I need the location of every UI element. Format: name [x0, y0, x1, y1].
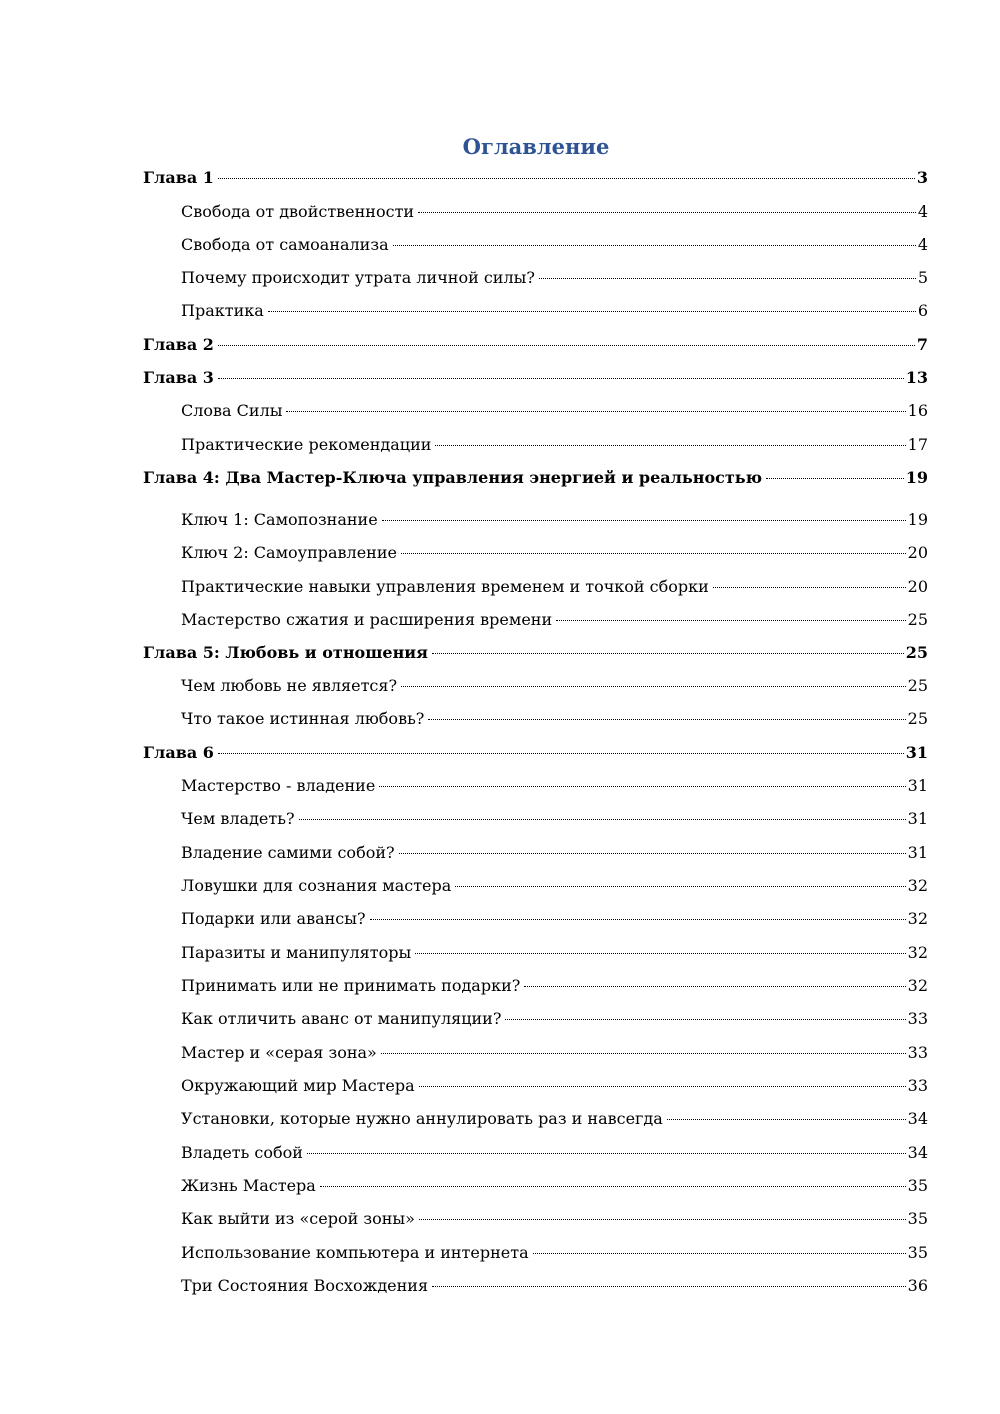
- toc-page-number: 36: [907, 1276, 928, 1295]
- toc-page-number: 34: [907, 1109, 928, 1128]
- toc-dot-leader: [381, 1053, 906, 1054]
- toc-page-number: 31: [907, 809, 928, 828]
- toc-entry-label: Глава 1: [143, 168, 214, 187]
- toc-entry-label: Окружающий мир Мастера: [181, 1076, 415, 1095]
- toc-dot-leader: [299, 819, 906, 820]
- toc-entry-label: Глава 3: [143, 368, 214, 387]
- toc-section-entry[interactable]: [181, 299, 928, 323]
- toc-dot-leader: [766, 478, 904, 479]
- toc-entry-label: Практические навыки управления временем и точкой сборки: [181, 577, 709, 596]
- toc-dot-leader: [401, 553, 906, 554]
- toc-section-entry[interactable]: [181, 707, 928, 731]
- toc-page-number: 25: [907, 709, 928, 728]
- toc-page-number: 35: [907, 1176, 928, 1195]
- toc-chapter-entry[interactable]: [143, 466, 928, 490]
- toc-entry-label: Мастерство - владение: [181, 776, 376, 795]
- toc-section-entry[interactable]: [181, 200, 928, 224]
- toc-dot-leader: [419, 1219, 906, 1220]
- toc-dot-leader: [382, 520, 906, 521]
- toc-page-number: 31: [907, 776, 928, 795]
- toc-dot-leader: [556, 620, 906, 621]
- toc-dot-leader: [432, 653, 904, 654]
- toc-entry-label: Ловушки для сознания мастера: [181, 876, 452, 895]
- toc-dot-leader: [218, 753, 904, 754]
- toc-section-entry[interactable]: [181, 433, 928, 457]
- toc-entry-label: Ключ 1: Самопознание: [181, 510, 378, 529]
- toc-page-number: 4: [917, 202, 928, 221]
- toc-dot-leader: [505, 1019, 905, 1020]
- toc-section-entry[interactable]: [181, 1041, 928, 1065]
- toc-dot-leader: [419, 1086, 906, 1087]
- toc-page-number: 16: [907, 401, 928, 420]
- toc-dot-leader: [399, 853, 906, 854]
- toc-section-entry[interactable]: [181, 1207, 928, 1231]
- toc-section-entry[interactable]: [181, 774, 928, 798]
- toc-entry-label: Три Состояния Восхождения: [181, 1276, 429, 1295]
- toc-entry-label: Принимать или не принимать подарки?: [181, 976, 521, 995]
- toc-dot-leader: [401, 686, 906, 687]
- toc-section-entry[interactable]: [181, 575, 928, 599]
- toc-entry-label: Владение самими собой?: [181, 843, 395, 862]
- toc-entry-label: Практика: [181, 301, 264, 320]
- toc-entry-label: Ключ 2: Самоуправление: [181, 543, 397, 562]
- toc-chapter-entry[interactable]: [143, 641, 928, 665]
- toc-entry-label: Глава 6: [143, 743, 214, 762]
- toc-page-number: 31: [907, 843, 928, 862]
- toc-chapter-entry[interactable]: [143, 333, 928, 357]
- toc-page-number: 20: [907, 543, 928, 562]
- toc-page-number: 33: [907, 1009, 928, 1028]
- toc-section-entry[interactable]: [181, 907, 928, 931]
- toc-dot-leader: [320, 1186, 906, 1187]
- toc-section-entry[interactable]: [181, 233, 928, 257]
- toc-entry-label: Глава 2: [143, 335, 214, 354]
- toc-page-number: 25: [907, 676, 928, 695]
- toc-dot-leader: [218, 178, 915, 179]
- toc-entry-label: Мастер и «серая зона»: [181, 1043, 377, 1062]
- toc-entry-label: Жизнь Мастера: [181, 1176, 316, 1195]
- toc-dot-leader: [667, 1119, 906, 1120]
- toc-dot-leader: [418, 212, 916, 213]
- toc-section-entry[interactable]: [181, 674, 928, 698]
- toc-entry-label: Практические рекомендации: [181, 435, 432, 454]
- toc-page-number: 4: [917, 235, 928, 254]
- toc-section-entry[interactable]: [181, 841, 928, 865]
- toc-entry-label: Глава 5: Любовь и отношения: [143, 643, 428, 662]
- toc-page-number: 6: [917, 301, 928, 320]
- toc-section-entry[interactable]: [181, 1274, 928, 1298]
- toc-entry-label: Как отличить аванс от манипуляции?: [181, 1009, 502, 1028]
- toc-entry-label: Чем владеть?: [181, 809, 295, 828]
- toc-section-entry[interactable]: [181, 399, 928, 423]
- toc-page-number: 19: [905, 468, 928, 487]
- toc-section-entry[interactable]: [181, 807, 928, 831]
- toc-entry-label: Мастерство сжатия и расширения времени: [181, 610, 553, 629]
- toc-chapter-entry[interactable]: [143, 366, 928, 390]
- toc-section-entry[interactable]: [181, 874, 928, 898]
- toc-entry-label: Использование компьютера и интернета: [181, 1243, 529, 1262]
- toc-dot-leader: [218, 345, 915, 346]
- toc-page-number: 33: [907, 1043, 928, 1062]
- toc-page-number: 3: [916, 168, 928, 187]
- toc-entry-label: Паразиты и манипуляторы: [181, 943, 412, 962]
- toc-dot-leader: [539, 278, 916, 279]
- toc-dot-leader: [713, 587, 906, 588]
- toc-page-number: 34: [907, 1143, 928, 1162]
- toc-section-entry[interactable]: [181, 1141, 928, 1165]
- toc-page-number: 32: [907, 909, 928, 928]
- toc-dot-leader: [218, 378, 904, 379]
- toc-page-number: 32: [907, 976, 928, 995]
- toc-dot-leader: [370, 919, 906, 920]
- toc-section-entry[interactable]: [181, 1241, 928, 1265]
- toc-page-number: 32: [907, 876, 928, 895]
- toc-section-entry[interactable]: [181, 1174, 928, 1198]
- toc-entry-label: Свобода от двойственности: [181, 202, 415, 221]
- toc-section-entry[interactable]: [181, 608, 928, 632]
- toc-dot-leader: [268, 311, 916, 312]
- toc-dot-leader: [428, 719, 905, 720]
- toc-dot-leader: [415, 953, 905, 954]
- toc-section-entry[interactable]: [181, 541, 928, 565]
- toc-entry-label: Установки, которые нужно аннулировать раз и навсегда: [181, 1109, 663, 1128]
- toc-page-number: 32: [907, 943, 928, 962]
- toc-section-entry[interactable]: [181, 941, 928, 965]
- toc-page-number: 35: [907, 1209, 928, 1228]
- toc-entry-label: Глава 4: Два Мастер-Ключа управления энергией и реальностью: [143, 468, 763, 487]
- toc-entry-label: Чем любовь не является?: [181, 676, 398, 695]
- toc-dot-leader: [286, 411, 905, 412]
- toc-entry-label: Свобода от самоанализа: [181, 235, 389, 254]
- toc-page-number: 13: [905, 368, 928, 387]
- toc-entry-label: Как выйти из «серой зоны»: [181, 1209, 415, 1228]
- toc-dot-leader: [533, 1253, 906, 1254]
- toc-page-number: 35: [907, 1243, 928, 1262]
- toc-dot-leader: [435, 445, 905, 446]
- toc-dot-leader: [307, 1153, 906, 1154]
- toc-title: Оглавление: [462, 134, 610, 159]
- toc-entry-label: Почему происходит утрата личной силы?: [181, 268, 535, 287]
- toc-section-entry[interactable]: [181, 974, 928, 998]
- toc-page-number: 19: [907, 510, 928, 529]
- toc-section-entry[interactable]: [181, 1107, 928, 1131]
- toc-chapter-entry[interactable]: [143, 166, 928, 190]
- toc-chapter-entry[interactable]: [143, 741, 928, 765]
- toc-page-number: 7: [916, 335, 928, 354]
- toc-section-entry[interactable]: [181, 1007, 928, 1031]
- toc-entry-label: Владеть собой: [181, 1143, 303, 1162]
- toc-dot-leader: [455, 886, 905, 887]
- toc-page-number: 25: [905, 643, 928, 662]
- toc-page-number: 31: [905, 743, 928, 762]
- toc-section-entry[interactable]: [181, 508, 928, 532]
- toc-page-number: 5: [917, 268, 928, 287]
- toc-entry-label: Слова Силы: [181, 401, 283, 420]
- toc-page-number: 17: [907, 435, 928, 454]
- toc-dot-leader: [379, 786, 905, 787]
- toc-dot-leader: [393, 245, 916, 246]
- toc-section-entry[interactable]: [181, 1074, 928, 1098]
- toc-entry-label: Что такое истинная любовь?: [181, 709, 425, 728]
- toc-page-number: 25: [907, 610, 928, 629]
- toc-section-entry[interactable]: [181, 266, 928, 290]
- toc-entry-label: Подарки или авансы?: [181, 909, 366, 928]
- toc-dot-leader: [524, 986, 905, 987]
- toc-page-number: 20: [907, 577, 928, 596]
- toc-page-number: 33: [907, 1076, 928, 1095]
- toc-dot-leader: [432, 1286, 906, 1287]
